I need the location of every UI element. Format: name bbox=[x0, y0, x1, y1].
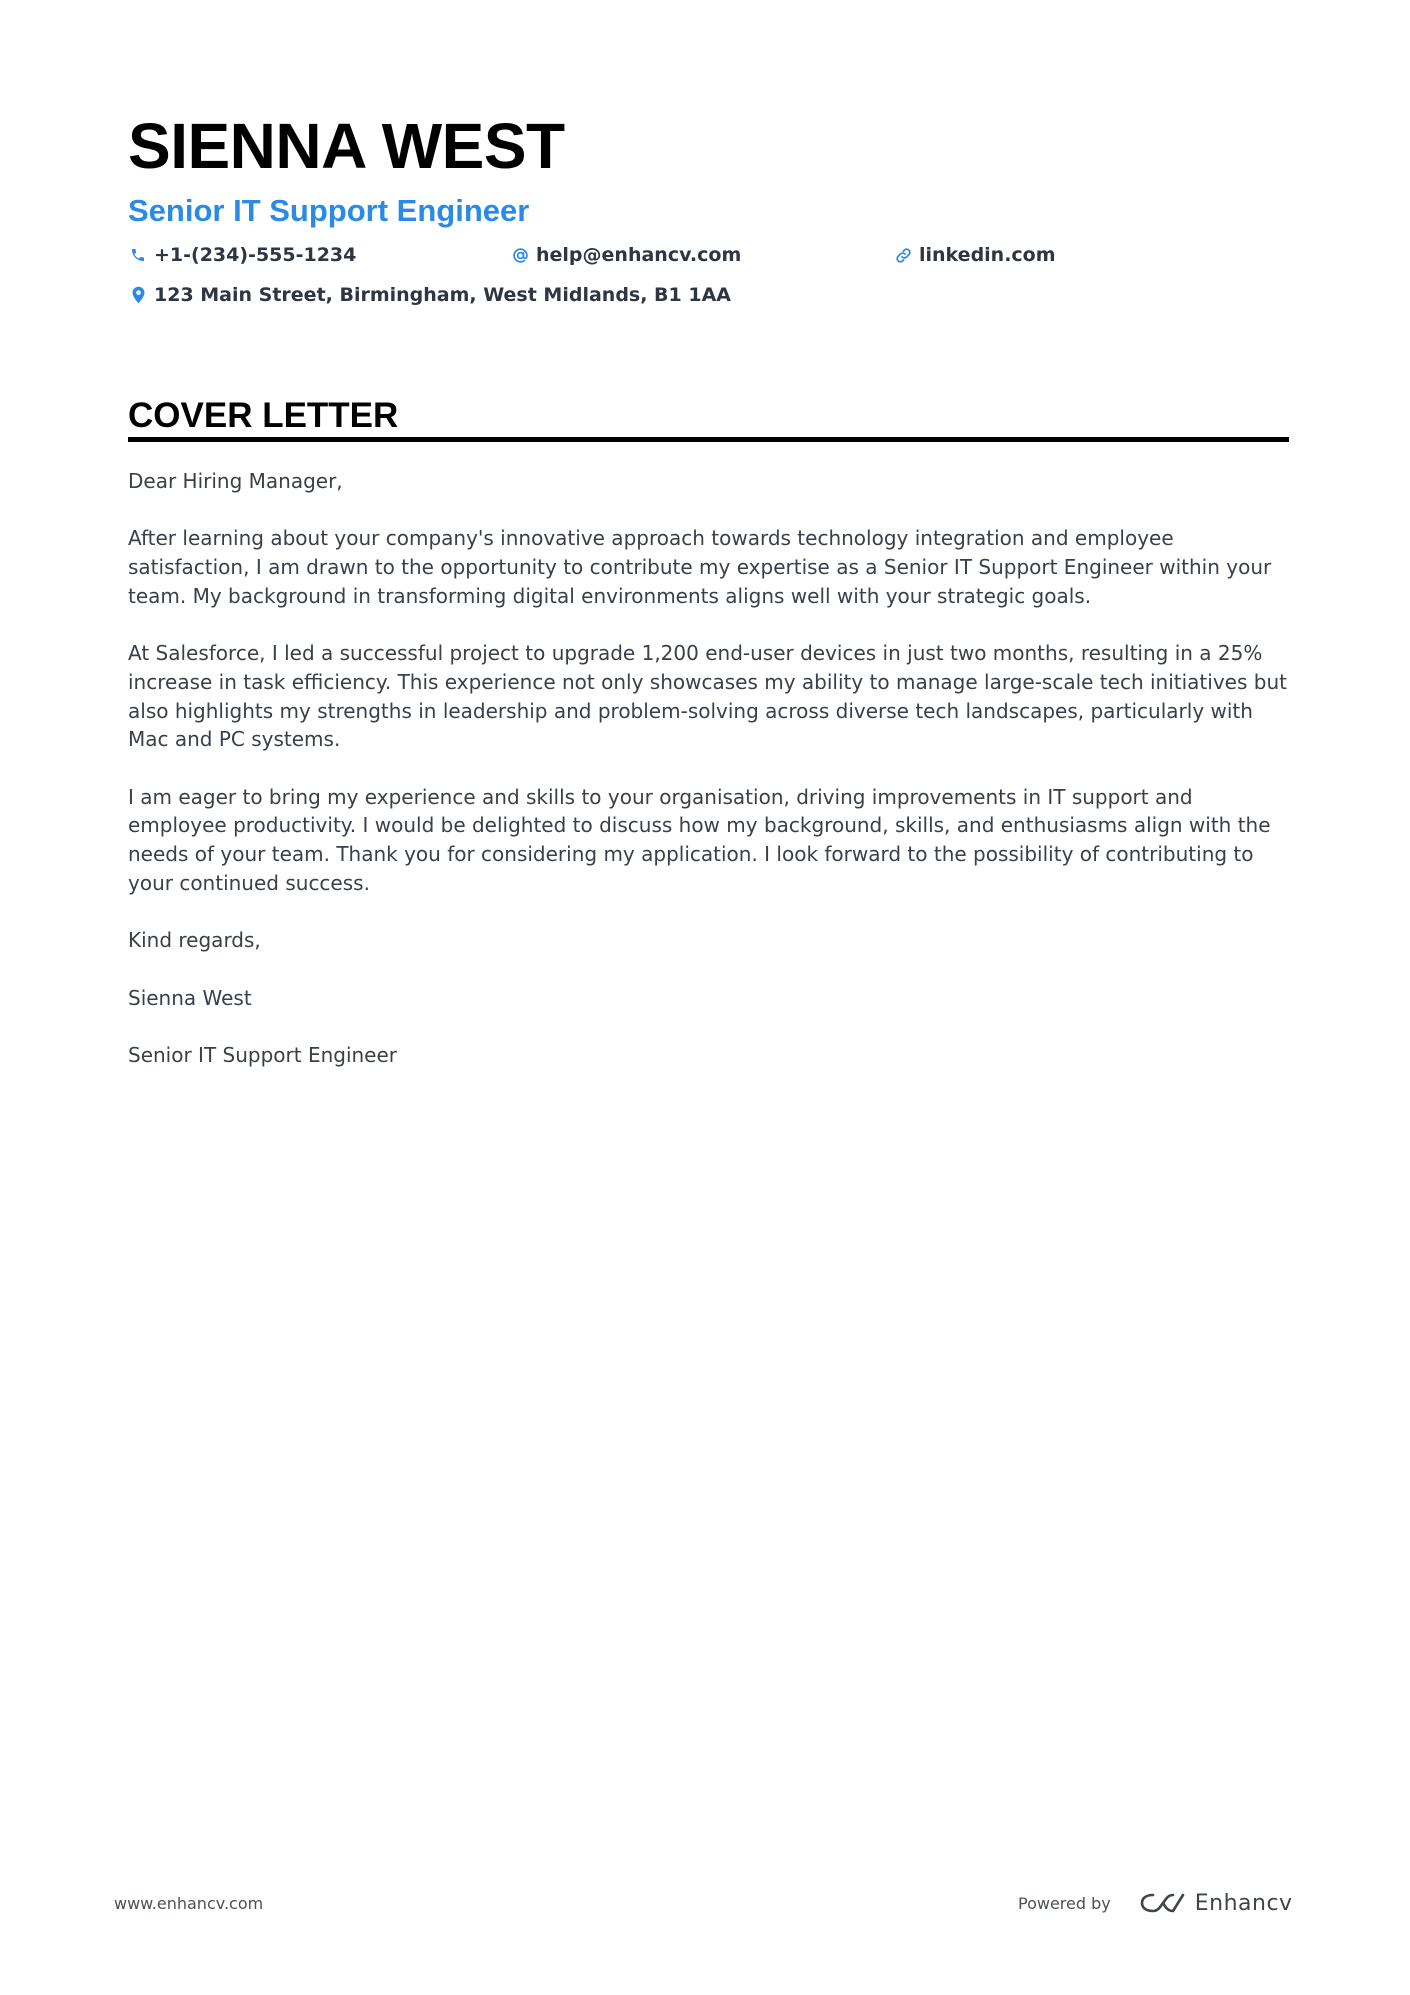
address-text: 123 Main Street, Birmingham, West Midlands, B1 1AA bbox=[154, 284, 732, 306]
at-icon bbox=[510, 245, 530, 265]
contact-address bbox=[128, 283, 731, 307]
letter-greeting: Dear Hiring Manager, bbox=[128, 469, 343, 493]
phone-icon bbox=[128, 245, 148, 265]
footer-url[interactable]: www.enhancv.com bbox=[114, 1894, 264, 1913]
letter-paragraph: At Salesforce, I led a successful project to upgrade 1,200 end-user devices in just two months, resulting in a 25% increase in task efficiency. This experience not only showcases my ability to manage large-scale tech initiatives but also highlights my strengths in leadership and problem-solving across diverse tech landscapes, particularly with Mac and PC systems. bbox=[128, 641, 1287, 752]
letter-paragraph: I am eager to bring my experience and skills to your organisation, driving improvements in IT support and employee productivity. I would be delighted to discuss how my background, skills, and enthusiasms align with the needs of your team. Thank you for considering my application. I look forward to the possibility of contributing to your continued success. bbox=[128, 784, 1271, 895]
letter-body bbox=[128, 467, 1288, 1098]
signature-title: Senior IT Support Engineer bbox=[128, 1042, 398, 1067]
enhancv-brand-text: Enhancv bbox=[1194, 1890, 1293, 1916]
linkedin-text: linkedin.com bbox=[919, 244, 1056, 266]
contact-linkedin[interactable] bbox=[893, 243, 1056, 267]
contact-email[interactable] bbox=[510, 243, 741, 267]
section-title: COVER LETTER bbox=[128, 396, 399, 435]
phone-text: +1-(234)-555-1234 bbox=[154, 244, 357, 266]
candidate-name: SIENNA WEST bbox=[128, 110, 565, 182]
powered-by[interactable] bbox=[1018, 1890, 1293, 1916]
location-pin-icon bbox=[128, 285, 148, 305]
letter-paragraph: After learning about your company's innovative approach towards technology integration and employee satisfaction, I am drawn to the opportunity to contribute my expertise as a Senior IT Support Engineer within your team. My background in transforming digital environments aligns well with your strategic goals. bbox=[128, 526, 1272, 608]
link-icon bbox=[893, 245, 913, 265]
contact-phone[interactable] bbox=[128, 243, 356, 267]
signature-name: Sienna West bbox=[128, 985, 252, 1010]
enhancv-logo-icon bbox=[1139, 1890, 1187, 1916]
letter-closing: Kind regards, bbox=[128, 928, 261, 953]
candidate-title: Senior IT Support Engineer bbox=[128, 193, 530, 228]
email-text: help@enhancv.com bbox=[536, 244, 742, 266]
powered-by-label: Powered by bbox=[1018, 1893, 1111, 1913]
section-divider bbox=[128, 437, 1289, 442]
